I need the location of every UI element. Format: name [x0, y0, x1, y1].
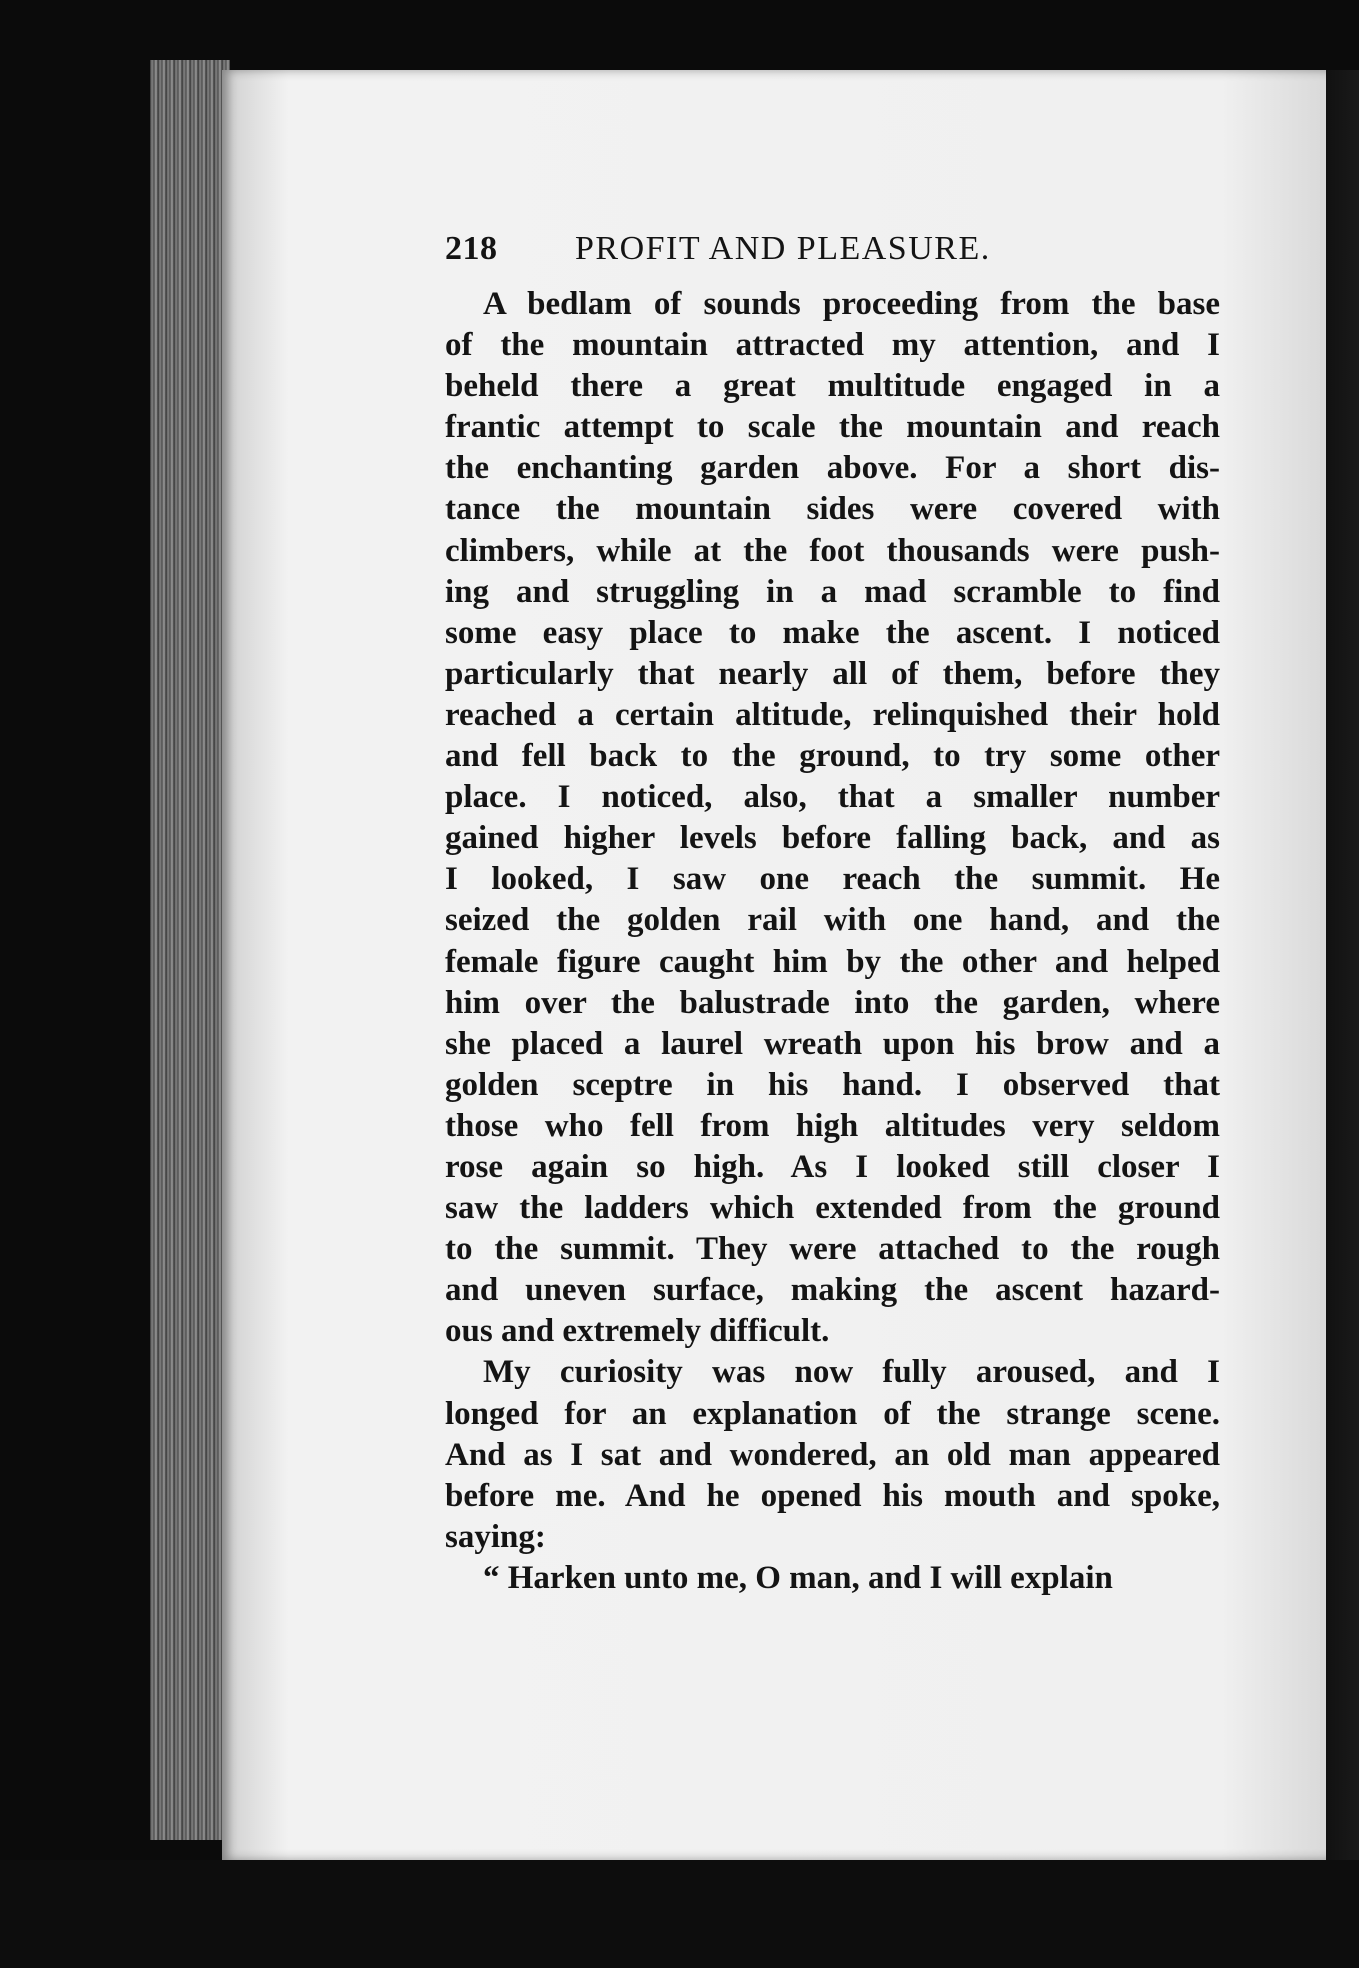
text-line: to the summit. They were attached to the rough: [445, 1231, 1220, 1268]
text-line: ing and struggling in a mad scramble to find: [445, 573, 1220, 610]
text-line: frantic attempt to scale the mountain and reach: [445, 409, 1220, 446]
text-line: ous and extremely difficult.: [445, 1313, 830, 1350]
text-line: him over the balustrade into the garden, where: [445, 984, 1220, 1021]
bottom-background: [0, 1860, 1359, 1968]
text-line: My curiosity was now fully aroused, and I: [483, 1354, 1220, 1391]
text-line: and uneven surface, making the ascent hazard-: [445, 1272, 1220, 1309]
text-line: beheld there a great multitude engaged in a: [445, 368, 1220, 405]
paragraph: [445, 1352, 1220, 1557]
text-line: the enchanting garden above. For a short dis-: [445, 450, 1220, 487]
text-line: A bedlam of sounds proceeding from the base: [483, 286, 1220, 322]
text-line: of the mountain attracted my attention, and I: [445, 327, 1220, 364]
text-line: place. I noticed, also, that a smaller number: [445, 779, 1220, 816]
page-edges: [150, 60, 230, 1840]
text-line: saw the ladders which extended from the ground: [445, 1190, 1220, 1227]
text-line: seized the golden rail with one hand, and the: [445, 902, 1220, 939]
running-head: PROFIT AND PLEASURE.: [575, 230, 991, 267]
text-line: those who fell from high altitudes very seldom: [445, 1107, 1220, 1144]
paragraph: [445, 284, 1220, 1352]
text-line: before me. And he opened his mouth and spoke,: [445, 1477, 1220, 1514]
text-line: And as I sat and wondered, an old man appeared: [445, 1436, 1220, 1473]
text-line: longed for an explanation of the strange scene.: [445, 1395, 1220, 1432]
paragraph: [445, 1558, 1220, 1599]
page-number: 218: [445, 230, 498, 267]
text-line: golden sceptre in his hand. I observed that: [445, 1066, 1220, 1103]
text-line: “ Harken unto me, O man, and I will explain: [483, 1559, 1113, 1596]
text-line: particularly that nearly all of them, before they: [445, 655, 1220, 692]
right-margin-shadow: [1326, 70, 1359, 1860]
text-line: climbers, while at the foot thousands were push-: [445, 532, 1220, 569]
text-line: some easy place to make the ascent. I noticed: [445, 614, 1220, 651]
page-text: [445, 228, 1220, 1599]
text-line: tance the mountain sides were covered with: [445, 491, 1220, 528]
text-line: reached a certain altitude, relinquished their hold: [445, 696, 1220, 733]
text-line: she placed a laurel wreath upon his brow and a: [445, 1025, 1220, 1062]
text-line: and fell back to the ground, to try some other: [445, 738, 1220, 775]
text-line: saying:: [445, 1518, 546, 1555]
text-line: rose again so high. As I looked still closer I: [445, 1148, 1220, 1185]
body-paragraphs: [445, 284, 1220, 1599]
text-line: gained higher levels before falling back, and as: [445, 820, 1220, 857]
text-line: female figure caught him by the other and helped: [445, 943, 1220, 980]
page-header: [445, 228, 1220, 284]
text-line: I looked, I saw one reach the summit. He: [445, 861, 1220, 898]
